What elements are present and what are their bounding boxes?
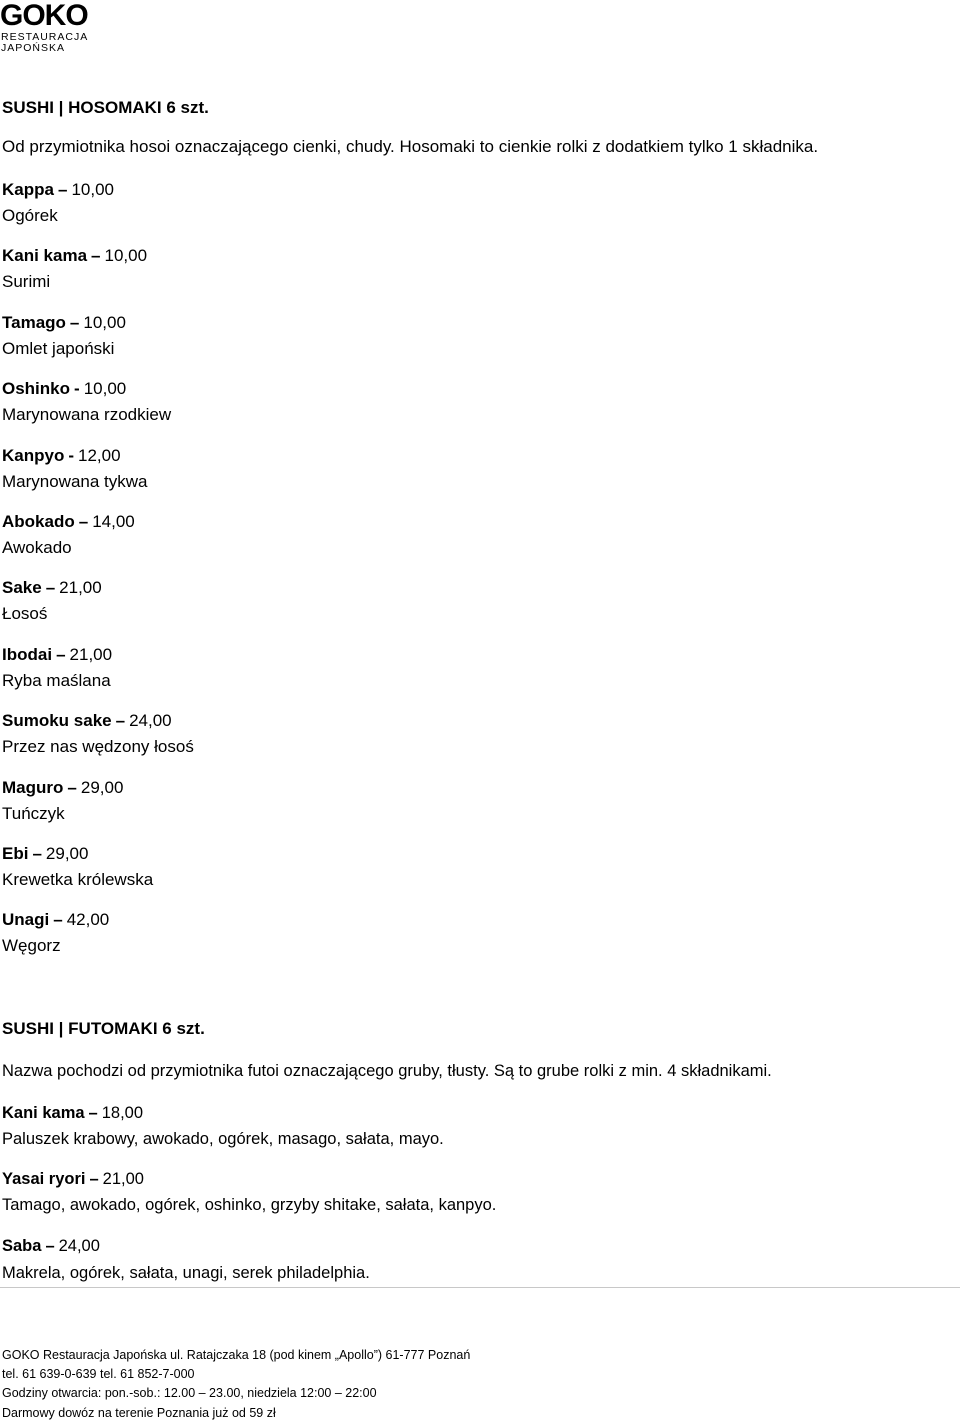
logo-line-1: RESTAURACJA: [1, 31, 89, 43]
menu-item-title: Ebi – 29,00: [2, 844, 89, 863]
menu-item-title: Tamago – 10,00: [2, 313, 126, 332]
menu-item-desc: Łosoś: [2, 604, 48, 623]
menu-item-desc: Marynowana rzodkiew: [2, 405, 172, 424]
menu-item-desc: Omlet japoński: [2, 339, 115, 358]
hosomaki-description: Od przymiotnika hosoi oznaczającego cienki, chudy. Hosomaki to cienkie rolki z dodatkiem tylko 1 składnika.: [2, 137, 819, 156]
menu-item-desc: Tuńczyk: [2, 804, 65, 823]
menu-item-desc: Surimi: [2, 272, 51, 291]
futomaki-heading: SUSHI | FUTOMAKI 6 szt.: [2, 1019, 205, 1038]
menu-item-desc: Tamago, awokado, ogórek, oshinko, grzyby shitake, sałata, kanpyo.: [2, 1196, 497, 1214]
footer-hours: Godziny otwarcia: pon.-sob.: 12.00 – 23.00, niedziela 12:00 – 22:00: [2, 1386, 377, 1400]
menu-item-desc: Awokado: [2, 538, 72, 557]
menu-item-desc: Paluszek krabowy, awokado, ogórek, masago, sałata, mayo.: [2, 1130, 444, 1148]
menu-item-desc: Marynowana tykwa: [2, 472, 148, 491]
menu-item-title: Sumoku sake – 24,00: [2, 711, 172, 730]
footer-delivery: Darmowy dowóz na terenie Poznania już od 59 zł: [2, 1406, 276, 1420]
menu-item-desc: Ogórek: [2, 206, 58, 225]
menu-item-desc: Krewetka królewska: [2, 870, 154, 889]
menu-item-title: Sake – 21,00: [2, 578, 102, 597]
menu-item-title: Unagi – 42,00: [2, 910, 110, 929]
menu-item-title: Oshinko - 10,00: [2, 379, 127, 398]
restaurant-logo: [0, 0, 96, 56]
logo-brand: GOKO: [0, 0, 88, 32]
footer-address: GOKO Restauracja Japońska ul. Ratajczaka 18 (pod kinem „Apollo”) 61-777 Poznań: [2, 1348, 471, 1362]
menu-item-title: Kanpyo - 12,00: [2, 446, 121, 465]
menu-item-desc: Przez nas wędzony łosoś: [2, 737, 194, 756]
footer-divider: [0, 1287, 960, 1288]
menu-item-title: Kani kama – 10,00: [2, 246, 148, 265]
futomaki-description: Nazwa pochodzi od przymiotnika futoi oznaczającego gruby, tłusty. Są to grube rolki z min. 4 składnikami.: [2, 1062, 772, 1080]
menu-item-title: Kappa – 10,00: [2, 180, 114, 199]
menu-item-desc: Ryba maślana: [2, 671, 111, 690]
logo-line-2: JAPOŃSKA: [1, 42, 66, 54]
menu-item-desc: Makrela, ogórek, sałata, unagi, serek philadelphia.: [2, 1264, 370, 1282]
menu-item-title: Ibodai – 21,00: [2, 645, 113, 664]
menu-item-title: Abokado – 14,00: [2, 512, 135, 531]
menu-item-title: Yasai ryori – 21,00: [2, 1170, 144, 1188]
footer-phone: tel. 61 639-0-639 tel. 61 852-7-000: [2, 1367, 195, 1381]
hosomaki-heading: SUSHI | HOSOMAKI 6 szt.: [2, 98, 209, 117]
menu-item-title: Maguro – 29,00: [2, 778, 124, 797]
menu-item-title: Saba – 24,00: [2, 1237, 100, 1255]
menu-item-desc: Węgorz: [2, 936, 61, 955]
menu-item-title: Kani kama – 18,00: [2, 1104, 144, 1122]
